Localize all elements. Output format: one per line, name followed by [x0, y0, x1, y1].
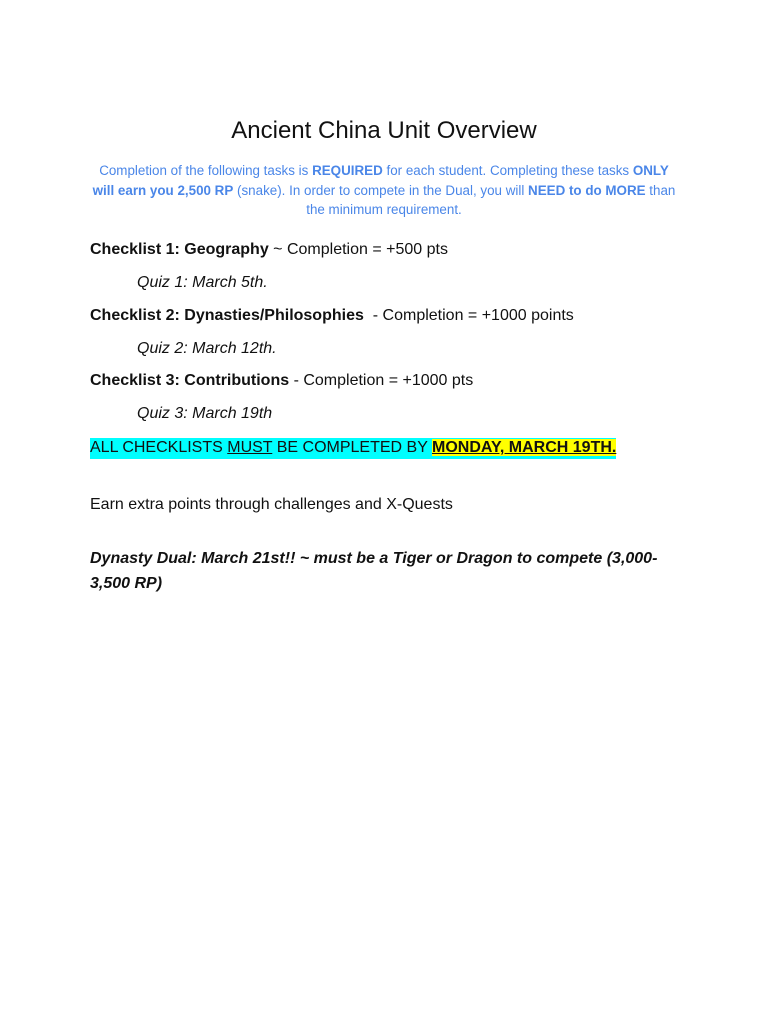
deadline-notice [90, 438, 616, 459]
checklist-2-label: Checklist 2: Dynasties/Philosophies [90, 307, 364, 324]
extra-points-text: Earn extra points through challenges and X-Quests [90, 496, 453, 513]
deadline-prefix: ALL CHECKLISTS [90, 439, 228, 456]
intro-text-1: Completion of the following tasks is [99, 163, 313, 178]
checklist-1 [90, 241, 448, 259]
checklist-3-detail: - Completion = +1000 pts [289, 372, 474, 389]
deadline-middle: BE COMPLETED BY [272, 439, 433, 456]
intro-text-3: (snake). In order to compete in the Dual, you will [233, 182, 529, 198]
quiz-2: Quiz 2: March 12th. [137, 340, 277, 357]
intro-paragraph [90, 161, 678, 220]
checklist-2-detail: - Completion = +1000 points [363, 307, 574, 324]
dynasty-dual-text: Dynasty Dual: March 21st!! ~ must be a Tiger or Dragon to compete (3,000-3,500 RP) [90, 550, 658, 592]
intro-text-4: than the minimum requirement. [306, 182, 676, 217]
intro-required: REQUIRED [312, 163, 383, 178]
deadline-must: MUST [227, 439, 273, 456]
checklist-3-label: Checklist 3: Contributions [90, 372, 290, 389]
quiz-3: Quiz 3: March 19th [137, 405, 273, 422]
checklist-1-detail: ~ Completion = +500 pts [268, 241, 448, 258]
deadline-date: MONDAY, MARCH 19TH. [432, 439, 617, 456]
page-title: Ancient China Unit Overview [231, 117, 537, 144]
checklist-1-label: Checklist 1: Geography [90, 241, 269, 258]
checklist-2 [90, 307, 574, 325]
intro-need-to-do: NEED to do MORE [528, 182, 646, 198]
intro-text-2: for each student. Completing these tasks [382, 163, 633, 178]
checklist-3 [90, 372, 473, 390]
quiz-1: Quiz 1: March 5th. [137, 274, 268, 291]
intro-only-earn: ONLY will earn you 2,500 RP [92, 163, 669, 198]
